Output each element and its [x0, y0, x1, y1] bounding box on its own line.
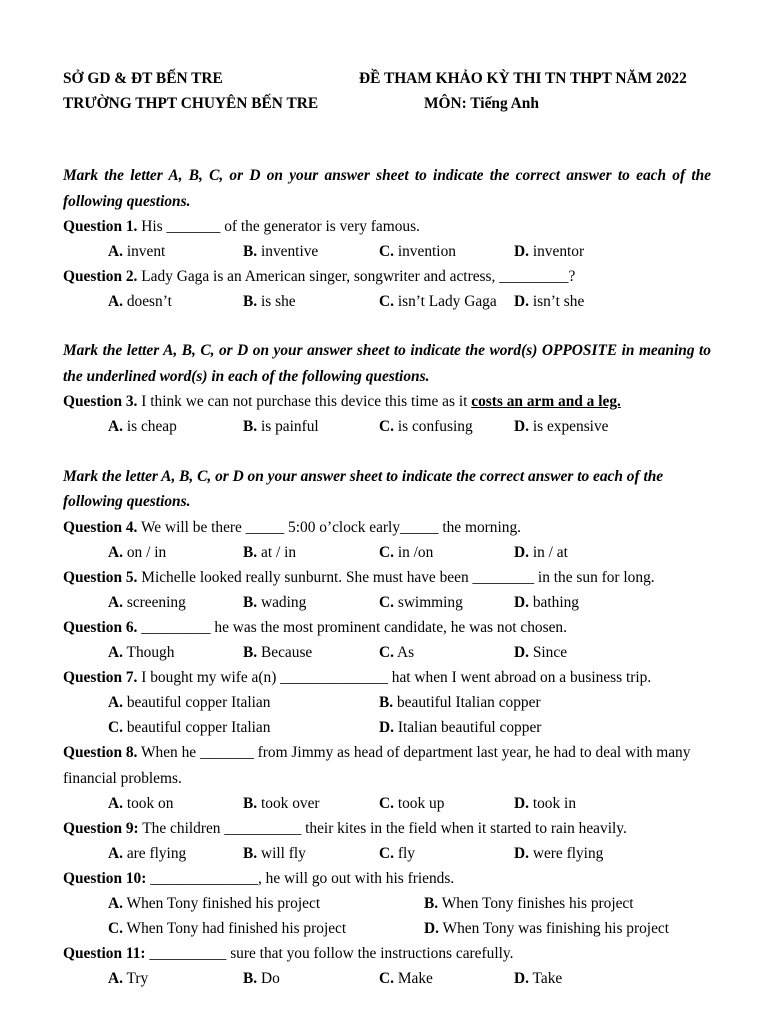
- option-d[interactable]: D. Italian beautiful copper: [379, 719, 542, 737]
- options-question-8: [63, 791, 711, 816]
- option-c[interactable]: C. isn’t Lady Gaga: [379, 293, 497, 311]
- option-b[interactable]: B. inventive: [243, 243, 319, 261]
- option-a[interactable]: A. doesn’t: [108, 293, 172, 311]
- section-instruction: Mark the letter A, B, C, or D on your answer sheet to indicate the correct answer to each of the following questions.: [63, 167, 711, 210]
- option-c[interactable]: C. in /on: [379, 543, 434, 561]
- question-3: [63, 389, 711, 414]
- exam-title: ĐỀ THAM KHẢO KỲ THI TN THPT NĂM 2022: [359, 70, 687, 87]
- option-a[interactable]: A. Though: [108, 644, 175, 662]
- option-c[interactable]: C. beautiful copper Italian: [108, 719, 271, 737]
- question-text: Lady Gaga is an American singer, songwriter and actress, _________?: [141, 268, 576, 286]
- options-question-11: [63, 966, 711, 991]
- option-d[interactable]: D. When Tony was finishing his project: [424, 920, 670, 938]
- question-label: Question 9:: [63, 819, 139, 837]
- option-a[interactable]: A. are flying: [108, 844, 187, 862]
- question-11: [63, 941, 711, 966]
- question-label: Question 10:: [63, 869, 147, 887]
- options-question-9: [63, 841, 711, 866]
- question-label: Question 1.: [63, 218, 138, 235]
- question-10: [63, 866, 711, 891]
- section-instruction: Mark the letter A, B, C, or D on your answer sheet to indicate the word(s) OPPOSITE in meaning to the underlined word(s) in each of the following questions.: [63, 342, 711, 385]
- document-header: [63, 70, 711, 116]
- question-7: [63, 665, 711, 690]
- option-d[interactable]: D. took in: [514, 794, 577, 812]
- question-text: I bought my wife a(n) ______________ hat when I went abroad on a business trip.: [141, 669, 652, 687]
- question-text: __________ sure that you follow the instructions carefully.: [149, 945, 514, 963]
- option-b[interactable]: B. at / in: [243, 543, 297, 561]
- option-c[interactable]: C. fly: [379, 844, 415, 862]
- option-d[interactable]: D. Take: [514, 970, 563, 988]
- question-label: Question 7.: [63, 669, 138, 687]
- question-8: [63, 740, 711, 790]
- options-question-1: [63, 239, 711, 264]
- option-b[interactable]: B. Do: [243, 970, 280, 988]
- question-6: [63, 615, 711, 640]
- question-text: His _______ of the generator is very famous.: [141, 218, 420, 235]
- option-b[interactable]: B. wading: [243, 593, 307, 611]
- options-question-3: [63, 414, 711, 439]
- question-text: When he _______ from Jimmy as head of department last year, he had to deal with many financial problems.: [63, 744, 691, 787]
- option-a[interactable]: A. is cheap: [108, 418, 177, 436]
- exam-page: [63, 70, 711, 991]
- question-text: Michelle looked really sunburnt. She must have been ________ in the sun for long.: [141, 568, 655, 586]
- option-d[interactable]: D. Since: [514, 644, 568, 662]
- option-d[interactable]: D. were flying: [514, 844, 604, 862]
- option-d[interactable]: D. is expensive: [514, 418, 609, 436]
- options-question-10-row1: [63, 891, 711, 916]
- option-a[interactable]: A. beautiful copper Italian: [108, 694, 271, 712]
- school-name: TRƯỜNG THPT CHUYÊN BẾN TRE: [63, 95, 319, 112]
- option-a[interactable]: A. Try: [108, 970, 149, 988]
- option-c[interactable]: C. is confusing: [379, 418, 473, 436]
- option-d[interactable]: D. in / at: [514, 543, 568, 561]
- option-c[interactable]: C. When Tony had finished his project: [108, 920, 347, 938]
- option-b[interactable]: B. When Tony finishes his project: [424, 894, 634, 912]
- option-c[interactable]: C. As: [379, 644, 415, 662]
- options-question-10-row2: [63, 916, 711, 941]
- option-c[interactable]: C. took up: [379, 794, 445, 812]
- option-a[interactable]: A. When Tony finished his project: [108, 894, 321, 912]
- option-a[interactable]: A. invent: [108, 243, 166, 261]
- department-name: SỞ GD & ĐT BẾN TRE: [63, 70, 223, 87]
- question-2: [63, 264, 711, 289]
- options-question-5: [63, 590, 711, 615]
- option-c[interactable]: C. swimming: [379, 593, 463, 611]
- question-9: [63, 816, 711, 841]
- option-b[interactable]: B. will fly: [243, 844, 306, 862]
- options-question-7-row1: [63, 690, 711, 715]
- option-b[interactable]: B. beautiful Italian copper: [379, 694, 541, 712]
- section-instruction: Mark the letter A, B, C, or D on your answer sheet to indicate the correct answer to each of the following questions.: [63, 467, 664, 511]
- question-label: Question 4.: [63, 518, 138, 536]
- option-b[interactable]: B. is she: [243, 293, 296, 311]
- question-text: ______________, he will go out with his friends.: [150, 869, 455, 887]
- question-1: [63, 214, 711, 239]
- question-label: Question 6.: [63, 618, 138, 636]
- option-a[interactable]: A. took on: [108, 794, 174, 812]
- question-5: [63, 565, 711, 590]
- question-label: Question 8.: [63, 744, 138, 762]
- option-c[interactable]: C. invention: [379, 243, 456, 261]
- option-b[interactable]: B. is painful: [243, 418, 319, 436]
- option-d[interactable]: D. isn’t she: [514, 293, 585, 311]
- question-text: _________ he was the most prominent candidate, he was not chosen.: [141, 618, 567, 636]
- question-label: Question 11:: [63, 945, 146, 963]
- option-a[interactable]: A. on / in: [108, 543, 167, 561]
- option-d[interactable]: D. bathing: [514, 593, 579, 611]
- option-b[interactable]: B. Because: [243, 644, 313, 662]
- options-question-2: [63, 289, 711, 314]
- options-question-4: [63, 540, 711, 565]
- underlined-phrase: costs an arm and a leg.: [471, 393, 621, 411]
- option-b[interactable]: B. took over: [243, 794, 320, 812]
- question-label: Question 5.: [63, 568, 138, 586]
- question-4: [63, 515, 711, 540]
- question-text: The children __________ their kites in the field when it started to rain heavily.: [142, 819, 627, 837]
- question-text: We will be there _____ 5:00 o’clock early_____ the morning.: [140, 518, 521, 536]
- option-c[interactable]: C. Make: [379, 970, 433, 988]
- option-a[interactable]: A. screening: [108, 593, 186, 611]
- option-d[interactable]: D. inventor: [514, 243, 585, 261]
- options-question-6: [63, 640, 711, 665]
- question-text: I think we can not purchase this device this time as it: [141, 393, 472, 411]
- subject-name: MÔN: Tiếng Anh: [424, 95, 539, 112]
- question-label: Question 3.: [63, 393, 138, 411]
- options-question-7-row2: [63, 715, 711, 740]
- question-label: Question 2.: [63, 268, 138, 286]
